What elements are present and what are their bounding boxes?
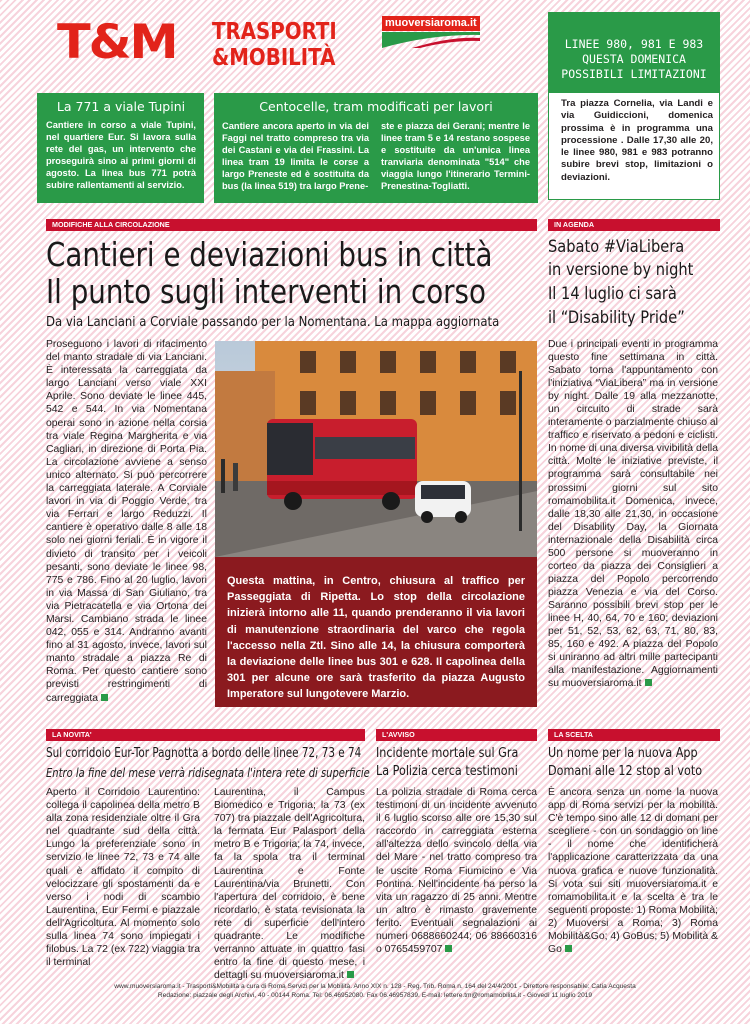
footer — [0, 983, 750, 1000]
agenda-body-text: Due i principali eventi in programma questo fine settimana in città. Sabato torna l'appuntamento con l'iniziativa “ViaLibera” ma in versione by night. Dalle 19 alla mezzanotte, un circuito di strade sarà interamente o parzialmente chiuso al traffico e riservato a pedoni e ciclisti. In nome di una diversa vivibilità della città. Molte le iniziative previste, il programma sarà consultabile nei prossimi giorni sul sito romamobilita.it Domenica, invece, dalle 18,30 alle 21,30, in occasione del Disability Day, la Giornata internazionale della Disabilità circa 500 persone si muoveranno in corteo da piazza dei Consiglieri a piazza del Popolo percorrendo piazza Venezia e via del Corso. Saranno possibili brevi stop per le linee H, 40, 64, 70 e 160; deviazioni per 51, 52, 53, 62, 63, 71, 80, 83, 85, 160 e 492. A piazza del Popolo si uniranno ad altri mille partecipanti alla manifestazione. Aggiornamenti su muoversiaroma.it — [548, 339, 718, 690]
panel-line-2: QUESTA DOMENICA — [582, 52, 686, 66]
tupini-title: La 771 a viale Tupini — [56, 99, 186, 114]
main-title-1: Cantieri e deviazioni bus in città — [46, 235, 493, 274]
panel-body: Tra piazza Cornelia, via Landi e via Guidiccioni, domenica prossima è in programma una processione . Dalle 17,30 alle 20, le linee 980, 981 e 983 potranno subire brevi stop, limitazioni o deviazioni. — [561, 98, 713, 183]
agenda-title-2: in versione by night — [548, 260, 694, 280]
avviso-title-1: Incidente mortale sul Gra — [376, 746, 519, 761]
logo-line-1: TRASPORTI — [212, 19, 337, 45]
scelta-title-2: Domani alle 12 stop al voto — [548, 764, 703, 779]
flag-swoosh-icon — [382, 32, 480, 48]
novita-kicker: LA NOVITA' — [46, 729, 365, 741]
main-title-2: Il punto sugli interventi in corso — [46, 272, 486, 311]
centocelle-box — [214, 93, 538, 203]
avviso-body — [376, 786, 537, 956]
novita-subtitle: Entro la fine del mese verrà ridisegnata l'intera rete di superficie — [46, 766, 370, 780]
scelta-kicker: LA SCELTA — [548, 729, 720, 741]
panel-header — [549, 13, 719, 93]
ripetta-box: Questa mattina, in Centro, chiusura al traffico per Passeggiata di Ripetta. Lo stop della circolazione inizierà intorno alle 11, quando prenderanno il via lavori di manutenzione straordinaria del varco che regola l'accesso nella Ztl. Sino alle 14, la chiusura comporterà la deviazione delle linee bus 301 e 628. Il capolinea della 301 per alcune ore sarà trasferito da piazza Augusto Imperatore sul lungotevere Marzio. — [215, 557, 537, 707]
novita-col-2 — [214, 786, 365, 982]
novita-title: Sul corridoio Eur-Tor Pagnotta a bordo delle linee 72, 73 e 74 — [46, 746, 362, 761]
agenda-title-4: il “Disability Pride” — [548, 308, 685, 328]
scelta-body — [548, 786, 718, 956]
agenda-kicker: IN AGENDA — [548, 219, 720, 231]
panel-line-3: POSSIBILI LIMITAZIONI — [561, 67, 707, 81]
end-mark-icon — [565, 945, 572, 952]
tupini-box — [37, 93, 204, 203]
agenda-body — [548, 338, 718, 690]
avviso-title-2: La Polizia cerca testimoni — [376, 764, 518, 779]
footer-line-1: www.muoversiaroma.it - Trasporti&Mobilità a cura di Roma Servizi per la Mobilità. Anno XIX n. 128 - Reg. Trib. Roma n. 164 del 24/4/2001 - Direttore responsabile: Catia Acquesta — [114, 983, 636, 990]
footer-line-2: Redazione: piazzale degli Archivi, 40 - 00144 Roma. Tel: 06.46952080. Fax 06.46957839. E-mail: lettere.tm@romamobilita.it - Giovedì 11 luglio 2019 — [157, 991, 593, 999]
centocelle-title: Centocelle, tram modificati per lavori — [259, 99, 493, 114]
lines-980-panel — [548, 12, 720, 200]
end-mark-icon — [101, 694, 108, 701]
scelta-body-text: È ancora senza un nome la nuova app di Roma servizi per la mobilità. C'è tempo sino alle 12 di domani per sceglierе - con un sondaggio on line - il nome che identificherà l'applicazione caratterizzata da una nuova grafica e nuove funzionalità. Si vota sui siti muoversiaroma.it e romamobilita.it e la scelta è tra le seguenti proposte: 1) Roma Mobilità; 2) Muoversi a Roma; 3) Roma Mobilità&Go; 4) GoBus; 5) Mobilità & Go — [548, 787, 718, 956]
centocelle-col-2: ste e piazza dei Gerani; mentre le linee tram 5 e 14 restano sospese e sostituite da un'unica linea tranviaria denominata "514" che viaggia lungo l'itinerario Termini-Prenestina-Togliatti. — [381, 121, 530, 191]
tupini-body: Cantiere in corso a viale Tupini, nel quartiere Eur. Si lavora sulla rete del gas, un intervento che proseguirà sino ai primi giorni di agosto. La linea bus 771 potrà subire rallentamenti al servizio. — [46, 120, 196, 190]
masthead-logo — [57, 14, 377, 74]
main-body — [46, 338, 207, 705]
logo-tm: T&M — [57, 15, 177, 70]
main-body-text-2: Fino al 20 luglio, lavori in via Massa di San Giuliano, tra via Pietracatella e via Ortona dei Marsi. Cambiano strada le linee 042, 055 e 314. Andranno avanti fino al 31 agosto, invece, lavori sul manto stradale a piazza Re di Roma. Per questo cantiere sono previsti restringimenti di carreggiata — [46, 574, 207, 704]
novita-col-1: Aperto il Corridoio Laurentino: collega il capolinea della metro B alla zona residenziale oltre il Gra nel quadrante sud della città. Lungo la preferenziale sono in servizio le linee 72, 73 e 74 alle quali è affidato il compito di velocizzare gli spostamenti da e verso i nodi di scambio Laurentina, Eur Fermi e piazzale dell'Agricoltura. Al momento solo sulla linea 74 sono impiegati i filobus. La 72 (ex 722) viaggia tra il terminal — [46, 787, 200, 969]
agenda-title-1: Sabato #ViaLibera — [548, 237, 685, 257]
main-subtitle: Da via Lanciani a Corviale passando per la Nomentana. La mappa aggiornata — [46, 314, 500, 330]
logo-line-2: &MOBILITÀ — [212, 45, 336, 71]
bus-photo — [215, 341, 537, 557]
site-link[interactable]: muoversiaroma.it — [382, 16, 480, 31]
main-kicker: MODIFICHE ALLA CIRCOLAZIONE — [46, 219, 537, 231]
end-mark-icon — [347, 971, 354, 978]
panel-line-1: LINEE 980, 981 E 983 — [564, 37, 704, 51]
agenda-title-3: Il 14 luglio ci sarà — [548, 284, 677, 304]
avviso-body-text: La polizia stradale di Roma cerca testimoni di un incidente avvenuto il 6 luglio scorso alle ore 15,30 sul raccordo in carreggiata esterna all'altezza dello svincolo della via del Mare - nel tratto compreso tra le uscite Roma Fiumicino e Via Pontina. Nell'incidente ha perso la vita un ragazzo di 25 anni. Mentre un altro è rimasto gravemente ferito. Eventuali segnalazioni ai numeri 0688660244; 06 88660316 o 0765459707 — [376, 787, 537, 956]
centocelle-col-1: Cantiere ancora aperto in via dei Faggi nel tratto compreso tra via dei Castani e via dei Frassini. La linea tram 19 limita le corse a largo Preneste ed è sostituita da bus (la linea 519) tra largo Prene- — [222, 121, 369, 191]
scelta-title-1: Un nome per la nuova App — [548, 746, 698, 761]
end-mark-icon — [445, 945, 452, 952]
end-mark-icon — [645, 679, 652, 686]
avviso-kicker: L'AVVISO — [376, 729, 537, 741]
main-body-text: Proseguono i lavori di rifacimento del manto stradale di via Lanciani. È interessata la carreggiata da largo Lanciani verso viale XXI Aprile. Sono deviate le linee 445, 542 e 544. In via Nomentana operai sono in azione nella corsia tra viale Regina Margherita e via Cagliari, in direzione di Porta Pia. La circolazione avviene a senso unico alternato. Si può percorrere la carreggiata laterale. A Corviale lavori in via di Poggio Verde, tra via Ferrari e largo Reduzzi. Il cantiere è operativo dalle 8 alle 18 solo nei giorni feriali. È in vigore il divieto di transito per i veicoli pesanti, sono deviate le linee 98, 775 e 786. — [46, 339, 207, 586]
novita-col-2-text: Laurentina, il Campus Biomedico e Trigoria; la 73 (ex 707) tra piazzale dell'Agricoltura, la fermata Eur Palasport della metro B e Trigoria; la 74, invece, fa la spola tra il terminal Laurentina e Fonte Laurentina/via Brunetti. Con l'apertura del corridoio, è bene ricordarlo, è stata revisionata la rete di superficie dell'intero quadrante. Le modifiche verranno attuate in quattro fasi entro la fine di questo mese, i dettagli su muoversiaroma.it — [214, 787, 365, 982]
